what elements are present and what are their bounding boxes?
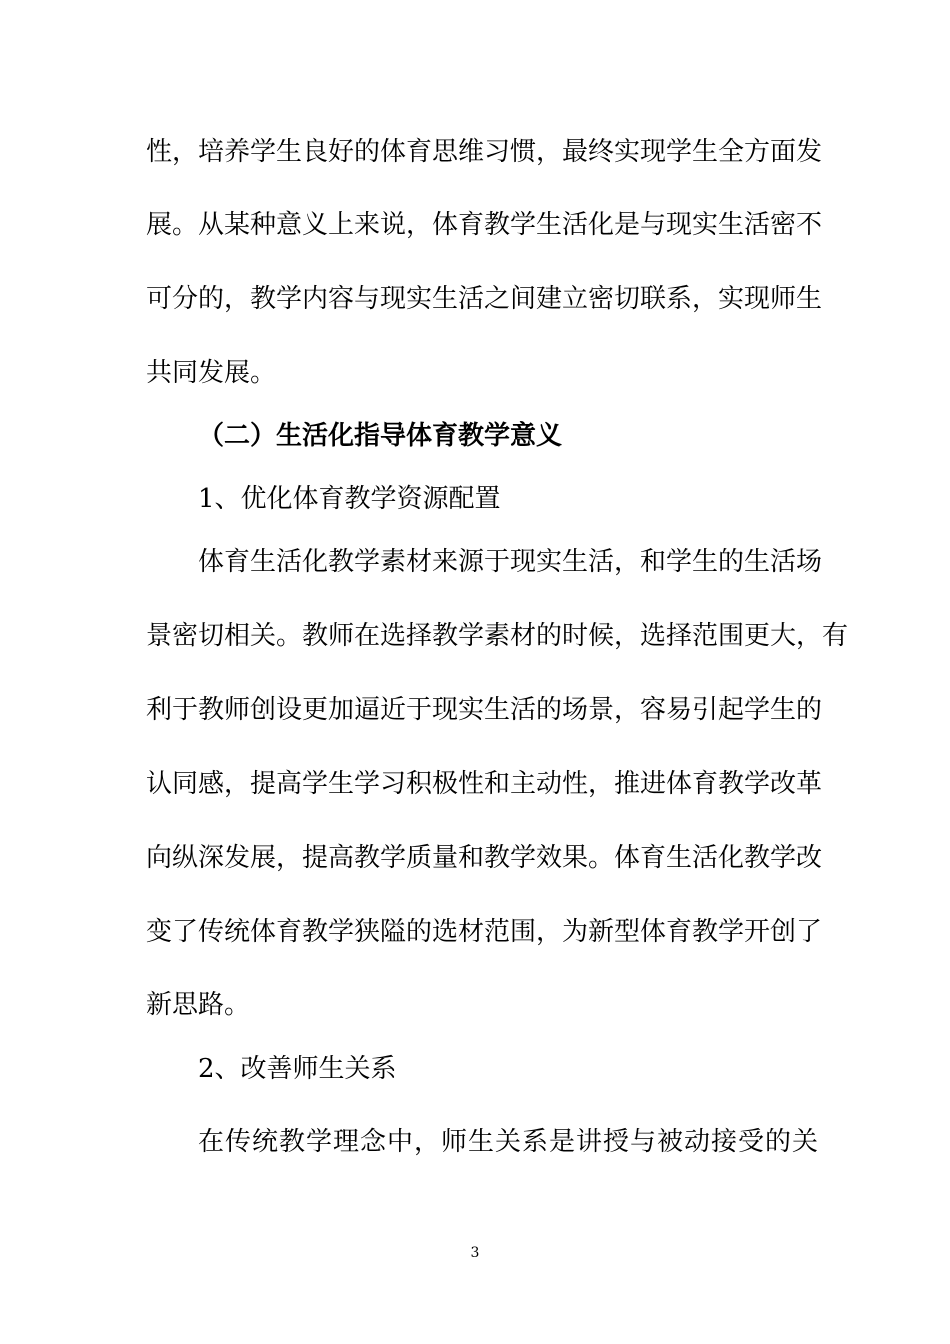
paragraph-line: 性，培养学生良好的体育思维习惯，最终实现学生全方面发 bbox=[146, 137, 823, 167]
subsection-heading: 1、优化体育教学资源配置 bbox=[198, 484, 501, 514]
paragraph-line: 共同发展。 bbox=[146, 358, 277, 388]
subsection-heading: 2、改善师生关系 bbox=[198, 1054, 397, 1084]
paragraph-line: 景密切相关。教师在选择教学素材的时候，选择范围更大，有 bbox=[146, 621, 849, 651]
paragraph-line: 利于教师创设更加逼近于现实生活的场景，容易引起学生的 bbox=[146, 695, 823, 725]
paragraph-line: 在传统教学理念中，师生关系是讲授与被动接受的关 bbox=[198, 1127, 818, 1157]
paragraph-line: 新思路。 bbox=[146, 990, 251, 1020]
paragraph-line: 向纵深发展，提高教学质量和教学效果。体育生活化教学改 bbox=[146, 843, 823, 873]
paragraph-line: 认同感，提高学生学习积极性和主动性，推进体育教学改革 bbox=[146, 769, 823, 799]
page-number: 3 bbox=[470, 1245, 480, 1261]
section-heading: （二）生活化指导体育教学意义 bbox=[198, 421, 563, 451]
paragraph-line: 体育生活化教学素材来源于现实生活，和学生的生活场 bbox=[198, 547, 823, 577]
paragraph-line: 展。从某种意义上来说，体育教学生活化是与现实生活密不 bbox=[146, 210, 823, 240]
paragraph-line: 可分的，教学内容与现实生活之间建立密切联系，实现师生 bbox=[146, 284, 823, 314]
paragraph-line: 变了传统体育教学狭隘的选材范围，为新型体育教学开创了 bbox=[146, 917, 823, 947]
